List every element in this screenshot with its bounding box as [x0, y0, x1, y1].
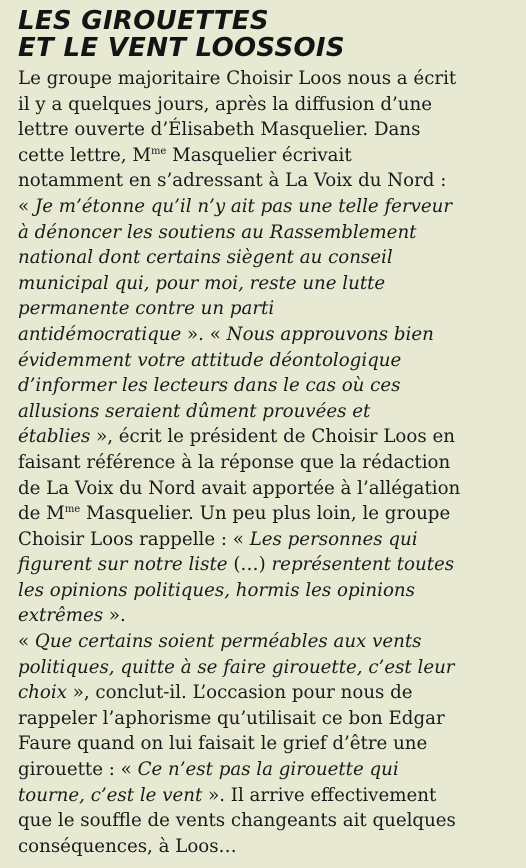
text-line: [18, 220, 512, 246]
text-line: [18, 322, 512, 348]
quoted-text: à dénoncer les soutiens au Rassemblement: [18, 221, 417, 243]
quoted-text: d’informer les lecteurs dans le cas où ces: [18, 375, 401, 397]
quoted-text: établies: [18, 426, 91, 448]
text-run: », conclut-il. L’occasion pour nous de: [66, 682, 413, 704]
text-run: «: [18, 195, 35, 217]
text-line: [18, 476, 512, 502]
text-line: [18, 168, 512, 194]
quoted-text: Que certains soient perméables aux vents: [34, 631, 422, 653]
text-line: [18, 66, 512, 92]
quoted-text: Les personnes qui: [249, 528, 418, 550]
quoted-text: allusions seraient dûment prouvées et: [18, 400, 371, 422]
quoted-text: national dont certains siègent au conseil: [18, 247, 393, 269]
quoted-text: permanente contre un parti: [18, 298, 275, 320]
quoted-text: politiques, quitte à se faire girouette, c’est leur: [18, 656, 455, 678]
text-line: [18, 296, 512, 322]
text-run: Le groupe majoritaire Choisir Loos nous a écrit: [18, 68, 457, 89]
text-run: Masquelier écrivait: [166, 144, 352, 166]
text-run: de M: [18, 503, 65, 525]
text-run: ». «: [181, 323, 227, 345]
text-line: [18, 117, 512, 143]
text-line: [18, 143, 512, 169]
text-line: [18, 757, 512, 783]
text-line: [18, 271, 512, 297]
text-line: [18, 92, 512, 118]
superscript-abbrev: me: [64, 504, 81, 516]
text-line: [18, 373, 512, 399]
text-line: [18, 424, 512, 450]
quoted-text: Nous approuvons bien: [226, 323, 434, 345]
quoted-text: Je m’étonne qu’il n’y ait pas une telle ferveur: [34, 195, 453, 217]
quoted-text: évidemment votre attitude déontologique: [18, 349, 402, 371]
text-run: Choisir Loos rappelle : «: [18, 528, 250, 550]
text-run: Faure quand on lui faisait le grief d’être une: [18, 733, 428, 755]
text-line: [18, 194, 512, 220]
text-run: Masquelier. Un peu plus loin, le groupe: [80, 503, 451, 525]
quoted-text: choix: [18, 682, 67, 704]
text-run: (…): [227, 554, 272, 576]
article-body: [18, 66, 512, 859]
text-line: [18, 450, 512, 476]
quoted-text: extrêmes: [18, 605, 104, 627]
quoted-text: Ce n’est pas la girouette qui: [137, 759, 399, 781]
text-line: [18, 783, 512, 809]
text-run: ». Il arrive effectivement: [202, 784, 437, 806]
text-line: [18, 629, 512, 655]
text-run: que le souffle de vents changeants ait quelques: [18, 810, 456, 832]
quoted-text: figurent sur notre liste: [18, 554, 228, 576]
text-line: [18, 680, 512, 706]
text-line: [18, 399, 512, 425]
text-line: [18, 603, 512, 629]
text-run: », écrit le président de Choisir Loos en: [90, 426, 455, 448]
text-line: [18, 655, 512, 681]
headline-line-1: LES GIROUETTES: [18, 6, 269, 36]
quoted-text: municipal qui, pour moi, reste une lutte: [18, 272, 386, 294]
text-run: lettre ouverte d’Élisabeth Masquelier. Dans: [18, 119, 421, 141]
text-line: [18, 578, 512, 604]
text-line: [18, 834, 512, 860]
text-line: [18, 706, 512, 732]
text-line: [18, 501, 512, 527]
text-run: de La Voix du Nord avait apportée à l’allégation: [18, 477, 461, 499]
text-run: conséquences, à Loos…: [18, 835, 237, 857]
article-headline: [18, 8, 512, 62]
text-line: [18, 731, 512, 757]
quoted-text: représentent toutes: [271, 554, 455, 576]
text-run: «: [18, 631, 35, 653]
quoted-text: antidémocratique: [18, 323, 182, 345]
quoted-text: tourne, c’est le vent: [18, 784, 203, 806]
text-run: cette lettre, M: [18, 144, 151, 166]
text-line: [18, 552, 512, 578]
quoted-text: les opinions politiques, hormis les opinions: [18, 579, 415, 601]
headline-line-2: ET LE VENT LOOSSOIS: [18, 33, 345, 63]
text-line: [18, 527, 512, 553]
text-run: il y a quelques jours, après la diffusion d’une: [18, 93, 432, 115]
superscript-abbrev: me: [150, 145, 167, 157]
text-run: ».: [103, 605, 126, 627]
text-line: [18, 348, 512, 374]
text-run: girouette : «: [18, 759, 138, 781]
text-run: faisant référence à la réponse que la rédaction: [18, 451, 451, 473]
text-run: notamment en s’adressant à La Voix du Nord :: [18, 170, 447, 192]
text-run: rappeler l’aphorisme qu’utilisait ce bon Edgar: [18, 707, 445, 729]
text-line: [18, 808, 512, 834]
text-line: [18, 245, 512, 271]
